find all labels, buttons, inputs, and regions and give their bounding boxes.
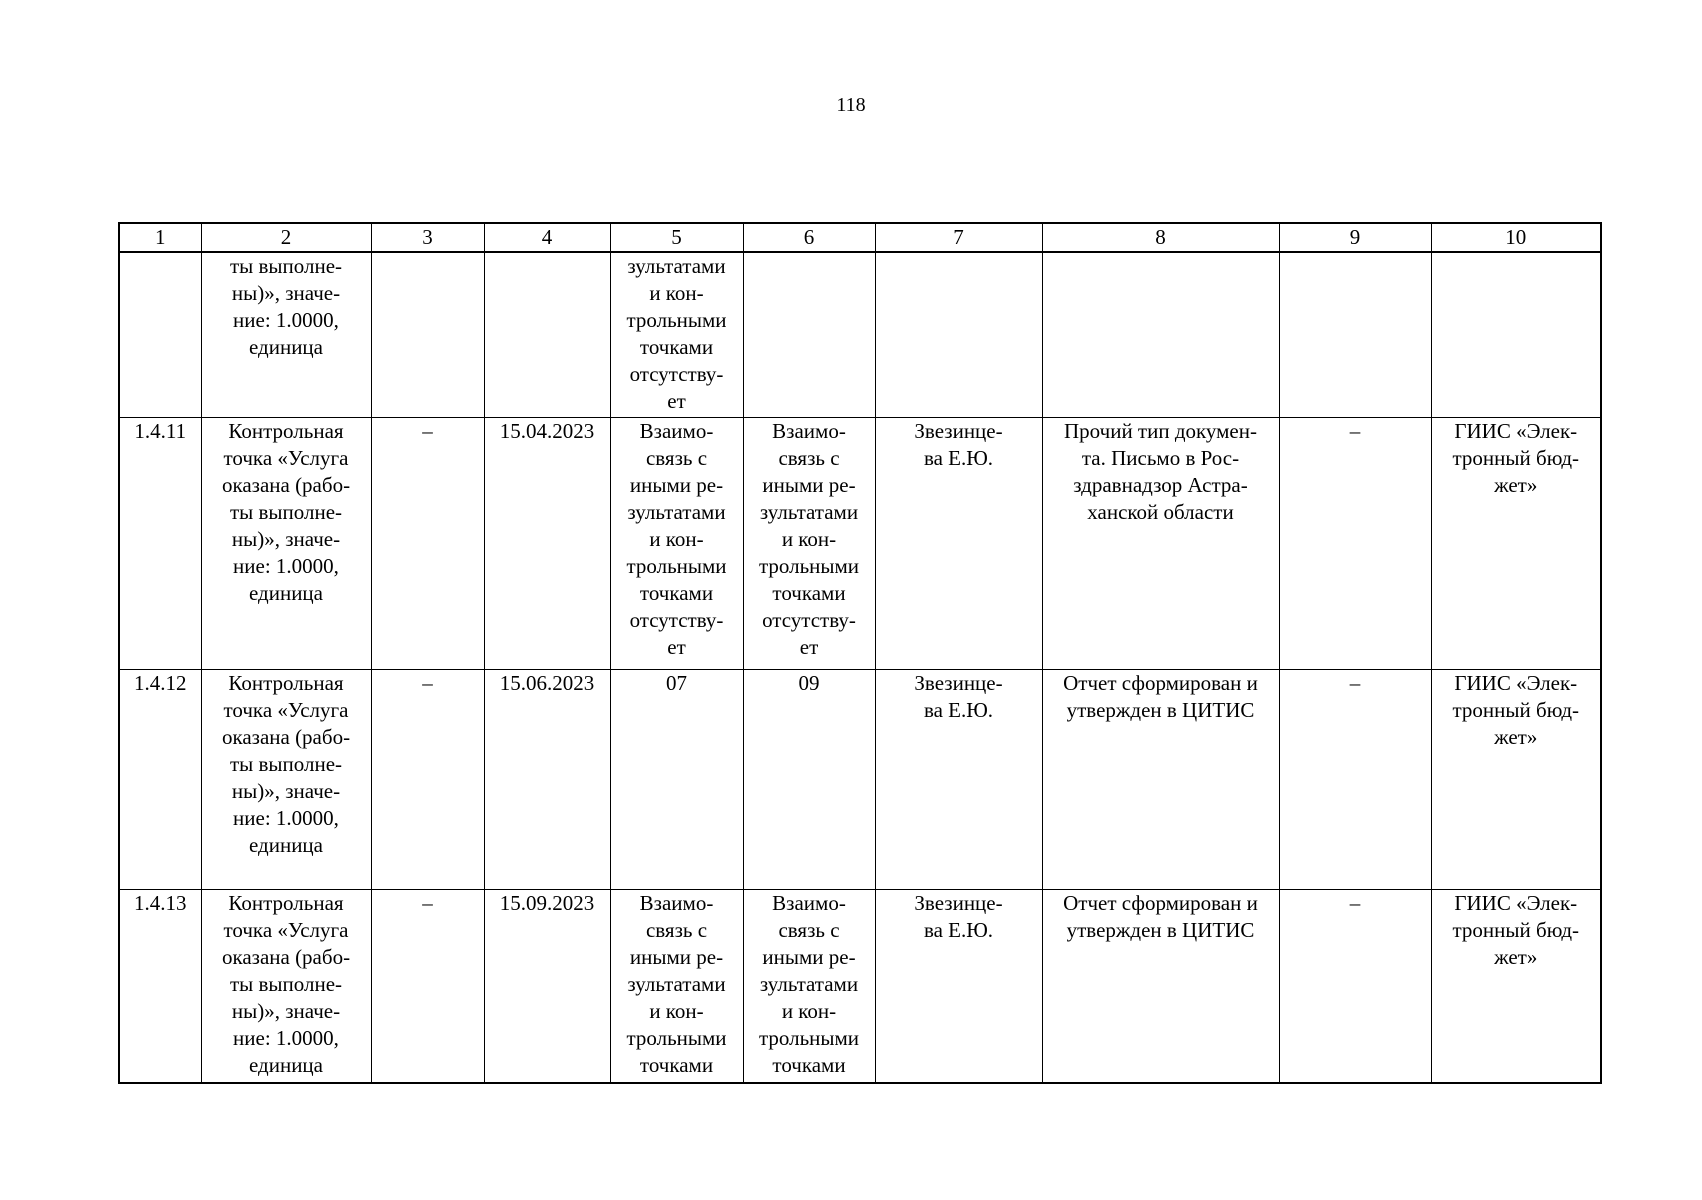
relation-cell: Взаимо- связь с иными ре- зультатами и кон- трольными точками отсутству- ет [743, 418, 875, 670]
document-type-cell: Прочий тип докумен- та. Письмо в Рос- здравнадзор Астра- ханской области [1042, 418, 1279, 670]
system-cell: ГИИС «Элек- тронный бюд- жет» [1431, 418, 1601, 670]
relation-cell: Взаимо- связь с иными ре- зультатами и кон- трольными точками [610, 890, 743, 1084]
table-cell: – [1279, 670, 1431, 890]
row-number-cell: 1.4.11 [119, 418, 201, 670]
table-cell [1279, 252, 1431, 418]
table-cell: – [1279, 418, 1431, 670]
table-row [119, 670, 1601, 890]
row-number-cell [119, 252, 201, 418]
control-point-cell: Контрольная точка «Услуга оказана (рабо- ты выполне- ны)», значе- ние: 1.0000, единица [201, 418, 371, 670]
control-point-cell: Контрольная точка «Услуга оказана (рабо- ты выполне- ны)», значе- ние: 1.0000, единица [201, 890, 371, 1084]
relation-cell: 09 [743, 670, 875, 890]
table-cell [371, 252, 484, 418]
column-header-2: 2 [201, 223, 371, 252]
table-row [119, 252, 1601, 418]
column-header-1: 1 [119, 223, 201, 252]
date-cell: 15.09.2023 [484, 890, 610, 1084]
column-header-5: 5 [610, 223, 743, 252]
document-type-cell: Отчет сформирован и утвержден в ЦИТИС [1042, 670, 1279, 890]
relation-cell: 07 [610, 670, 743, 890]
table-cell: – [371, 418, 484, 670]
column-header-6: 6 [743, 223, 875, 252]
row-number-cell: 1.4.12 [119, 670, 201, 890]
responsible-cell: Звезинце- ва Е.Ю. [875, 418, 1042, 670]
system-cell: ГИИС «Элек- тронный бюд- жет» [1431, 890, 1601, 1084]
table-cell: – [371, 890, 484, 1084]
column-header-4: 4 [484, 223, 610, 252]
document-type-cell: Отчет сформирован и утвержден в ЦИТИС [1042, 890, 1279, 1084]
document-table [118, 222, 1602, 1084]
column-header-8: 8 [1042, 223, 1279, 252]
date-cell [484, 252, 610, 418]
column-header-10: 10 [1431, 223, 1601, 252]
document-type-cell [1042, 252, 1279, 418]
row-number-cell: 1.4.13 [119, 890, 201, 1084]
control-point-cell: ты выполне- ны)», значе- ние: 1.0000, единица [201, 252, 371, 418]
column-header-3: 3 [371, 223, 484, 252]
table-cell: – [371, 670, 484, 890]
responsible-cell [875, 252, 1042, 418]
column-header-9: 9 [1279, 223, 1431, 252]
table-cell: – [1279, 890, 1431, 1084]
table-row [119, 890, 1601, 1084]
date-cell: 15.06.2023 [484, 670, 610, 890]
table-header-row [119, 223, 1601, 252]
table-row [119, 418, 1601, 670]
relation-cell: Взаимо- связь с иными ре- зультатами и кон- трольными точками [743, 890, 875, 1084]
system-cell [1431, 252, 1601, 418]
column-header-7: 7 [875, 223, 1042, 252]
date-cell: 15.04.2023 [484, 418, 610, 670]
page-number: 118 [836, 94, 866, 116]
responsible-cell: Звезинце- ва Е.Ю. [875, 670, 1042, 890]
system-cell: ГИИС «Элек- тронный бюд- жет» [1431, 670, 1601, 890]
relation-cell: Взаимо- связь с иными ре- зультатами и кон- трольными точками отсутству- ет [610, 418, 743, 670]
relation-cell: зультатами и кон- трольными точками отсутству- ет [610, 252, 743, 418]
control-point-cell: Контрольная точка «Услуга оказана (рабо- ты выполне- ны)», значе- ние: 1.0000, единица [201, 670, 371, 890]
relation-cell [743, 252, 875, 418]
responsible-cell: Звезинце- ва Е.Ю. [875, 890, 1042, 1084]
